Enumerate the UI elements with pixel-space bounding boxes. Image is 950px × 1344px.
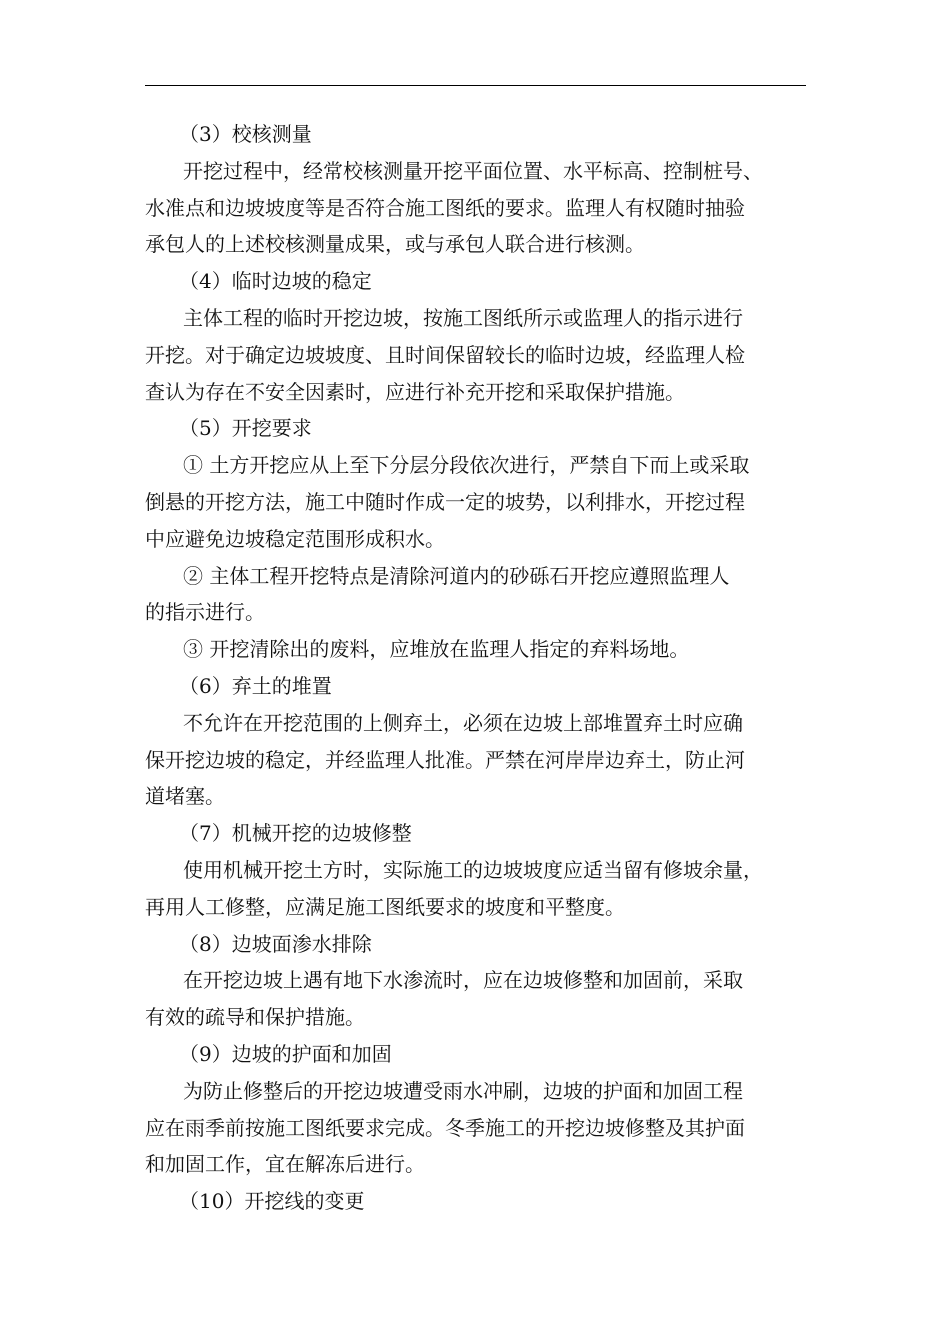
paragraph-line: 使用机械开挖土方时，实际施工的边坡坡度应适当留有修坡余量， [183, 857, 763, 882]
paragraph [145, 962, 810, 1036]
section-heading: （10）开挖线的变更 [179, 1189, 365, 1214]
document-body [145, 116, 810, 1220]
paragraph-line: 在开挖边坡上遇有地下水渗流时，应在边坡修整和加固前，采取 [183, 968, 743, 993]
paragraph-line: 承包人的上述校核测量成果，或与承包人联合进行核测。 [145, 232, 645, 257]
paragraph-line: 不允许在开挖范围的上侧弃土，必须在边坡上部堆置弃土时应确 [183, 710, 743, 735]
paragraph-line: 倒悬的开挖方法，施工中随时作成一定的坡势，以利排水，开挖过程 [145, 489, 745, 514]
paragraph [145, 153, 810, 263]
paragraph [145, 558, 810, 632]
paragraph [145, 631, 810, 668]
section-heading: （5）开挖要求 [179, 416, 312, 441]
paragraph [145, 300, 810, 410]
paragraph-line: 有效的疏导和保护措施。 [145, 1005, 365, 1030]
paragraph-line: 查认为存在不安全因素时，应进行补充开挖和采取保护措施。 [145, 379, 685, 404]
paragraph-line: 道堵塞。 [145, 784, 225, 809]
paragraph-line: 开挖。对于确定边坡坡度、且时间保留较长的临时边坡，经监理人检 [145, 342, 745, 367]
section-heading: （8）边坡面渗水排除 [179, 931, 372, 956]
paragraph-line: 中应避免边坡稳定范围形成积水。 [145, 526, 445, 551]
section-heading: （7）机械开挖的边坡修整 [179, 821, 412, 846]
paragraph [145, 705, 810, 815]
paragraph-line: ① 土方开挖应从上至下分层分段依次进行，严禁自下而上或采取 [183, 453, 750, 478]
paragraph-line: 水准点和边坡坡度等是否符合施工图纸的要求。监理人有权随时抽验 [145, 195, 745, 220]
paragraph-line: 应在雨季前按施工图纸要求完成。冬季施工的开挖边坡修整及其护面 [145, 1115, 745, 1140]
paragraph-line: ② 主体工程开挖特点是清除河道内的砂砾石开挖应遵照监理人 [183, 563, 730, 588]
section-heading: （6）弃土的堆置 [179, 673, 332, 698]
paragraph [145, 1073, 810, 1183]
paragraph-line: 的指示进行。 [145, 600, 265, 625]
section-heading: （3）校核测量 [179, 122, 312, 146]
paragraph-line: 保开挖边坡的稳定，并经监理人批准。严禁在河岸岸边弃土，防止河 [145, 747, 745, 772]
paragraph-line: ③ 开挖清除出的废料，应堆放在监理人指定的弃料场地。 [183, 637, 690, 662]
section-heading: （9）边坡的护面和加固 [179, 1041, 392, 1066]
paragraph [145, 852, 810, 926]
section-heading: （4）临时边坡的稳定 [179, 269, 372, 294]
paragraph-line: 主体工程的临时开挖边坡，按施工图纸所示或监理人的指示进行 [183, 305, 743, 330]
header-rule [145, 85, 806, 86]
paragraph-line: 再用人工修整，应满足施工图纸要求的坡度和平整度。 [145, 894, 625, 919]
paragraph-line: 和加固工作，宜在解冻后进行。 [145, 1152, 425, 1177]
paragraph-line: 为防止修整后的开挖边坡遭受雨水冲刷，边坡的护面和加固工程 [183, 1078, 743, 1103]
paragraph [145, 447, 810, 557]
paragraph-line: 开挖过程中，经常校核测量开挖平面位置、水平标高、控制桩号、 [183, 158, 763, 183]
